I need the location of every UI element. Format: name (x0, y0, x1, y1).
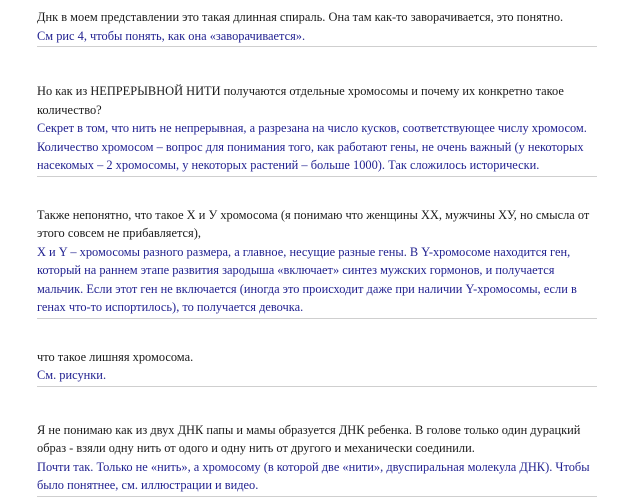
question-text: что такое лишняя хромосома. (37, 349, 194, 364)
question-text: Также непонятно, что такое Х и У хромосома (я понимаю что женщины ХХ, мужчины ХУ, но смысла от этого совсем не прибавляется), (37, 207, 590, 240)
answer-text: См рис 4, чтобы понять, как она «заворачивается». (37, 27, 597, 48)
qa-block-5 (37, 421, 597, 497)
answer-text: См. рисунки. (37, 366, 597, 387)
question-text: Я не понимаю как из двух ДНК папы и мамы образуется ДНК ребенка. В голове только один дурацкий образ - взяли одну нить от одого и одну нить от другого и механически соединили. (37, 422, 581, 455)
answer-text: Секрет в том, что нить не непрерывная, а разрезана на число кусков, соответствующее числу хромосом. Количество хромосом – вопрос для понимания того, как работают гены, не очень важный (у некоторых насекомых – 2 хромосомы, у некоторых растений – больше 1000). Так сложилось исторически. (37, 119, 597, 177)
answer-text: Почти так. Только не «нить», а хромосому (в которой две «нити», двуспиральная молекула ДНК). Чтобы было понятнее, см. иллюстрации и видео. (37, 458, 597, 497)
question-text: Днк в моем представлении это такая длинная спираль. Она там как-то заворачивается, это понятно. (37, 10, 564, 24)
qa-block-1 (37, 8, 597, 47)
answer-text: X и Y – хромосомы разного размера, а главное, несущие разные гены. В Y-хромосоме находится ген, который на раннем этапе развития зародыша «включает» синтез мужских гормонов, и получается мальчик. Если этот ген не включается (иногда это происходит даже при наличии Y-хромосомы, если в генах что-то испортилось), то получается девочка. (37, 243, 597, 319)
qa-block-2 (37, 82, 597, 177)
question-text: Но как из НЕПРЕРЫВНОЙ НИТИ получаются отдельные хромосомы и почему их конкретно такое количество? (37, 84, 564, 117)
document-body (37, 8, 597, 497)
qa-block-3 (37, 206, 597, 319)
qa-block-4 (37, 348, 597, 387)
